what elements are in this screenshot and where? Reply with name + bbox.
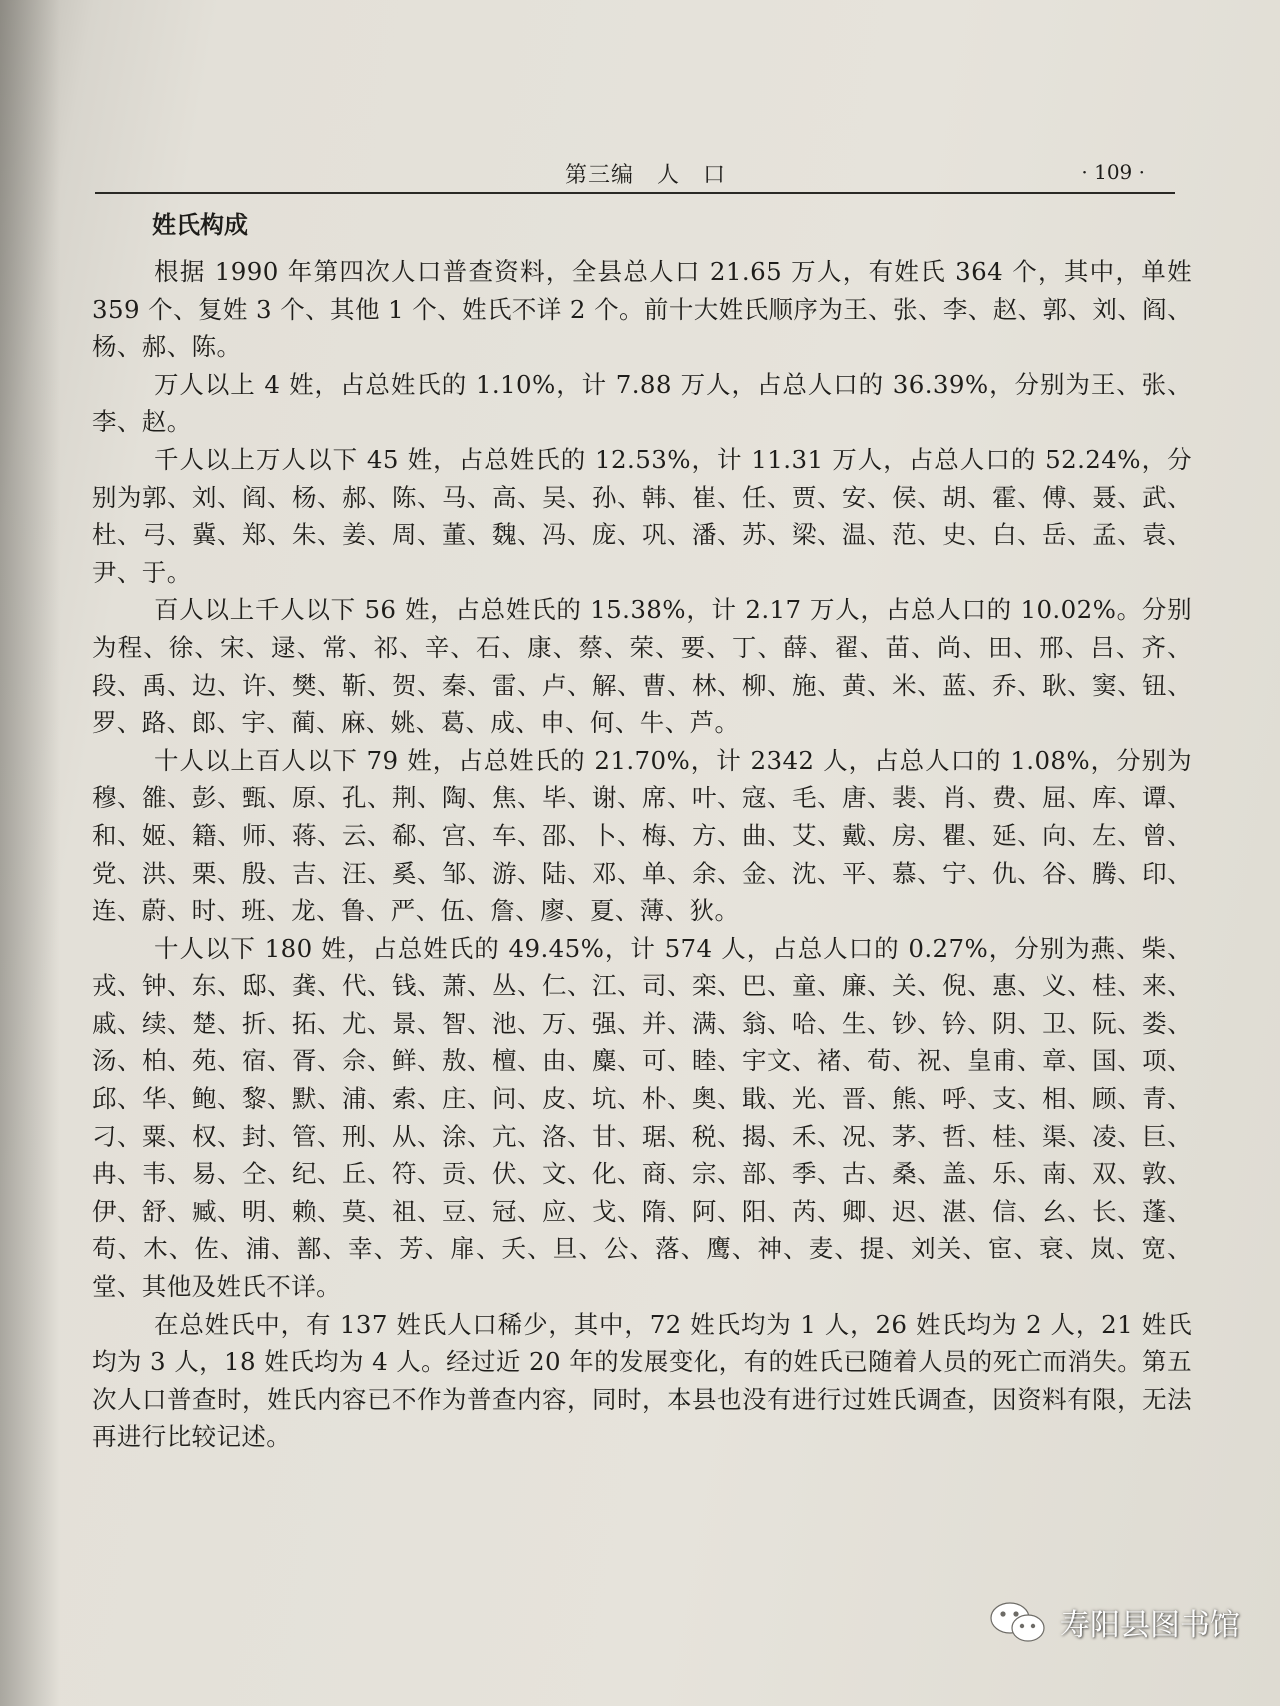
wechat-icon: [988, 1600, 1048, 1644]
page-header: [95, 152, 1175, 194]
watermark-text: 寿阳县图书馆: [1060, 1608, 1240, 1643]
paragraph-summary: 在总姓氏中，有 137 姓氏人口稀少，其中，72 姓氏均为 1 人，26 姓氏均为 2 人，21 姓氏均为 3 人，18 姓氏均为 4 人。经过近 20 年的发展变化，有的姓氏已随着人员的死亡而消失。第五次人口普查时，姓氏内容已不作为普查内容，同时，本县也没有进行过姓氏调查，因资料有限，无法再进行比较记述。: [92, 1309, 1192, 1452]
paragraph-intro: 根据 1990 年第四次人口普查资料，全县总人口 21.65 万人，有姓氏 364 个，其中，单姓 359 个、复姓 3 个、其他 1 个、姓氏不详 2 个。前十大姓氏顺序为王、张、李、赵、郭、刘、阎、杨、郝、陈。: [92, 257, 1192, 362]
paragraph-under-10: 十人以下 180 姓，占总姓氏的 49.45%，计 574 人，占总人口的 0.27%，分别为燕、柴、戎、钟、东、邸、龚、代、钱、萧、丛、仁、江、司、栾、巴、童、廉、关、倪、惠、义、桂、来、戚、续、楚、折、拓、尤、景、智、池、万、强、并、满、翁、哈、生、钞、钤、阴、卫、阮、娄、汤、柏、苑、宿、胥、佘、鲜、敖、檀、由、麋、可、睦、宇文、褚、荀、祝、皇甫、章、国、项、邱、华、鲍、黎、默、浦、索、庄、问、皮、坑、朴、奥、戢、光、晋、熊、呼、支、相、顾、青、刁、粟、权、封、管、刑、从、涂、亢、洛、甘、琚、税、揭、禾、况、茅、哲、桂、渠、凌、巨、冉、韦、易、仝、纪、丘、符、贡、伏、文、化、商、宗、部、季、古、桑、盖、乐、南、双、敦、伊、舒、臧、明、赖、莫、祖、豆、冠、应、戈、隋、阿、阳、芮、卿、迟、湛、信、幺、长、蓬、苟、木、佐、浦、鄯、幸、芳、扉、夭、旦、公、落、鹰、神、麦、提、刘关、宦、衰、岚、宽、堂、其他及姓氏不详。: [92, 933, 1192, 1302]
section-title: 姓氏构成: [152, 211, 248, 239]
paragraph-100-to-1000: 百人以上千人以下 56 姓，占总姓氏的 15.38%，计 2.17 万人，占总人口的 10.02%。分别为程、徐、宋、逯、常、祁、辛、石、康、蔡、荣、要、丁、薛、翟、苗、尚、田、邢、吕、齐、段、禹、边、许、樊、靳、贺、秦、雷、卢、解、曹、林、柳、施、黄、米、蓝、乔、耿、窦、钮、罗、路、郎、宇、蔺、麻、姚、葛、成、申、何、牛、芦。: [92, 595, 1192, 738]
paragraph-10-to-100: 十人以上百人以下 79 姓，占总姓氏的 21.70%，计 2342 人，占总人口的 1.08%，分别为穆、雒、彭、甄、原、孔、荆、陶、焦、毕、谢、席、叶、寇、毛、唐、裴、肖、费、屈、库、谭、和、姬、籍、师、蒋、云、郗、宫、车、邵、卜、梅、方、曲、艾、戴、房、瞿、延、向、左、曾、党、洪、栗、殷、吉、汪、奚、邹、游、陆、邓、单、余、金、沈、平、慕、宁、仇、谷、腾、印、连、蔚、时、班、龙、鲁、严、伍、詹、廖、夏、薄、狄。: [92, 745, 1192, 926]
paragraph-over-10000: 万人以上 4 姓，占总姓氏的 1.10%，计 7.88 万人，占总人口的 36.39%，分别为王、张、李、赵。: [92, 369, 1192, 437]
page-body: [92, 205, 1192, 1456]
page-number: · 109 ·: [1081, 160, 1145, 184]
chapter-title: 第三编 人 口: [565, 163, 727, 188]
watermark: [988, 1598, 1240, 1646]
paragraph-1000-to-10000: 千人以上万人以下 45 姓，占总姓氏的 12.53%，计 11.31 万人，占总人口的 52.24%，分别为郭、刘、阎、杨、郝、陈、马、高、吴、孙、韩、崔、任、贾、安、侯、胡、霍、傅、聂、武、杜、弓、冀、郑、朱、姜、周、董、魏、冯、庞、巩、潘、苏、梁、温、范、史、白、岳、孟、袁、尹、于。: [92, 444, 1192, 587]
